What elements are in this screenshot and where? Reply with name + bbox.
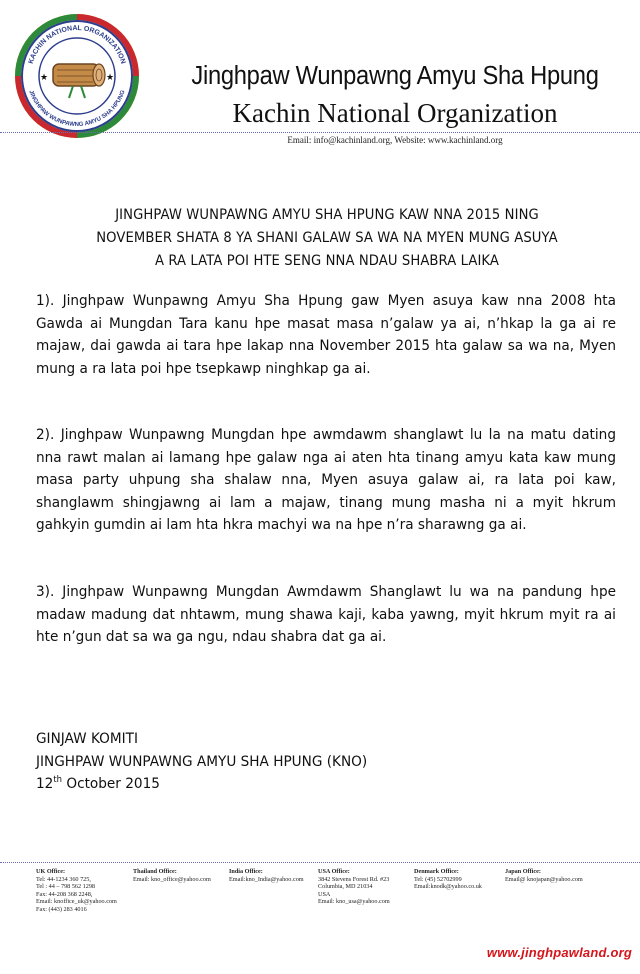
logo-ring-text-bottom: JINGHPAW WUNPAWNG AMYU SHA HPUNG	[27, 89, 127, 129]
office-label: USA Office:	[318, 868, 350, 875]
office-line: Email:kno_India@yahoo.com	[229, 875, 304, 883]
signature-block	[36, 728, 367, 796]
header-divider	[0, 132, 640, 133]
website-link[interactable]: www.jinghpawland.org	[486, 945, 632, 960]
kno-logo	[13, 12, 141, 140]
office-label: UK Office:	[36, 868, 66, 875]
date-day: 12	[36, 776, 54, 793]
office-line: 3842 Stevens Forest Rd. #23	[318, 875, 390, 883]
office-label: Denmark Office:	[414, 868, 459, 875]
office-line: Email:knodk@yahoo.co.uk	[414, 883, 482, 891]
paragraph-2: 2). Jinghpaw Wunpawng Mungdan hpe awmdawm shanglawt lu la na matu dating nna rawt malan ai lamang hpe galaw nga ai aten hta tinang amyu kata kaw mung masa party uhpung sha shalaw nna, Myen asuya galaw ai, ra lata poi kaw, shanglawm shingjawng ai lam a majaw, tinang mung masha ni a myit hkrum gahkyin gumdin ai lam hta hkra machyi wa na hpe n’ra sharawng ga ai.	[36, 427, 616, 534]
office-uk	[36, 868, 117, 914]
org-name-english: Kachin National Organization	[232, 98, 558, 128]
office-label: Japan Office:	[505, 868, 541, 875]
office-line: USA	[318, 890, 331, 898]
heading-line: JINGHPAW WUNPAWNG AMYU SHA HPUNG KAW NNA 2015 NING	[115, 207, 539, 223]
office-line: Email: kno_office@yahoo.com	[133, 875, 211, 883]
office-line: Tel: 44-1234 360 725,	[36, 875, 91, 883]
org-name-kachin: Jinghpaw Wunpawng Amyu Sha Hpung	[191, 62, 599, 90]
footer-offices	[0, 868, 640, 928]
office-line: Fax: (443) 283 4016	[36, 905, 87, 913]
contact-line: Email: info@kachinland.org, Website: www.kachinland.org	[287, 135, 503, 145]
footer-divider	[0, 862, 640, 863]
paragraph-3: 3). Jinghpaw Wunpawng Mungdan Awmdawm Shanglawt lu wa na pandung hpe madaw madung dat nhtawm, mung shawa kaji, kaba yawng, myit hkrum myit ra ai hte n’gun dat sa wa ga ngu, ndau shabra dat ga ai.	[36, 584, 616, 646]
office-india	[229, 868, 304, 883]
date-month-year: October 2015	[62, 776, 160, 793]
heading-line: A RA LATA POI HTE SENG NNA NDAU SHABRA LAIKA	[154, 253, 500, 269]
office-usa	[318, 868, 390, 906]
office-line: Columbia, MD 21034	[318, 883, 373, 891]
office-line: Email: knoffice_uk@yahoo.com	[36, 898, 117, 906]
signature-date	[36, 773, 367, 796]
office-thailand	[133, 868, 211, 883]
logo-ring-text-top: KACHIN NATIONAL ORGANIZATION	[27, 24, 127, 65]
office-line: Email@ knojapan@yahoo.com	[505, 875, 583, 883]
office-line: Email: kno_usa@yahoo.com	[318, 898, 390, 906]
office-denmark	[414, 868, 482, 891]
office-japan	[505, 868, 583, 883]
heading-line: NOVEMBER SHATA 8 YA SHANI GALAW SA WA NA MYEN MUNG ASUYA	[96, 230, 558, 246]
signature-organization: JINGHPAW WUNPAWNG AMYU SHA HPUNG (KNO)	[36, 753, 368, 770]
date-suffix: th	[53, 775, 63, 786]
office-line: Tel: (45) 52702999	[414, 875, 462, 883]
office-label: India Office:	[229, 868, 263, 875]
signature-committee: GINJAW KOMITI	[36, 731, 139, 747]
logo-star-left: ★	[40, 72, 49, 82]
logo-star-right: ★	[106, 72, 115, 82]
office-line: Fax: 44-208 368 2248,	[36, 890, 93, 898]
statement-heading	[55, 204, 598, 273]
paragraph-1: 1). Jinghpaw Wunpawng Amyu Sha Hpung gaw Myen asuya kaw nna 2008 hta Gawda ai Mungdan Tara kanu hpe masat masa n’galaw ya ai, n’hkap la ga ai re majaw, dai gawda ai tara hpe lakap nna November 2015 hta galaw sa wa na, Myen mung a ra lata poi hpe tsepkawp ninghkap ga ai.	[36, 293, 616, 377]
office-label: Thailand Office:	[133, 868, 177, 875]
office-line: Tel : 44 – 798 562 1298	[36, 883, 96, 891]
